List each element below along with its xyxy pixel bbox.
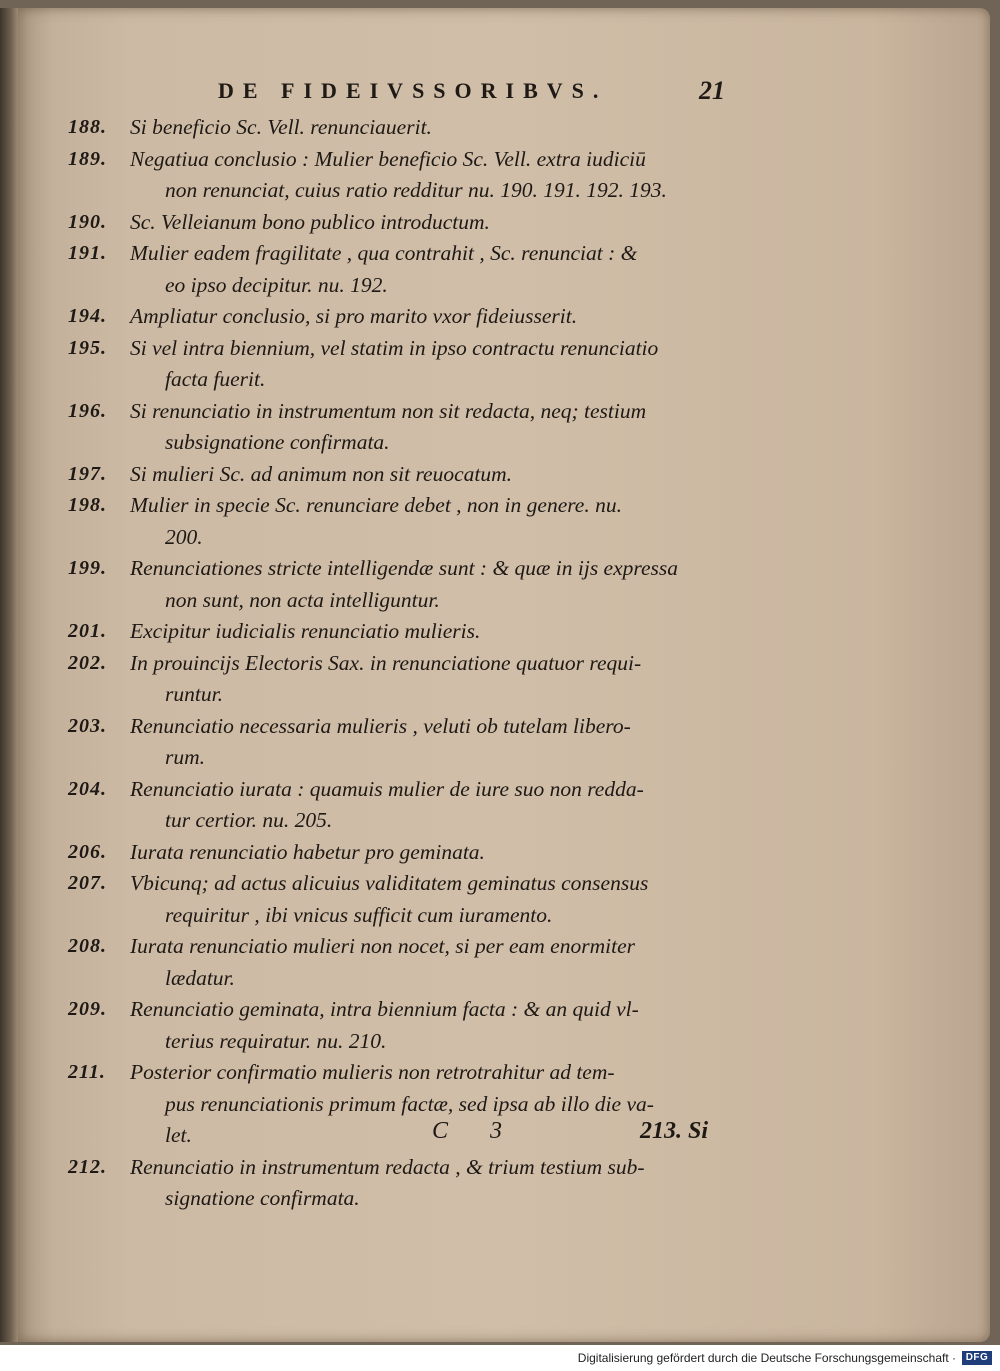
index-entry [0, 301, 1000, 333]
entry-text [130, 238, 720, 301]
entry-number: 198. [68, 494, 107, 516]
entry-text [130, 1152, 720, 1215]
index-entry [0, 837, 1000, 869]
entry-number: 191. [68, 242, 107, 264]
entry-text [130, 490, 720, 553]
index-entry [0, 774, 1000, 837]
entry-number: 201. [68, 620, 107, 642]
entry-number: 211. [68, 1061, 106, 1083]
entry-number: 197. [68, 462, 107, 485]
entry-continuation-line: non renunciat, cuius ratio redditur nu. 190. 191. 192. 193. [165, 178, 667, 202]
index-entry [0, 333, 1000, 396]
entry-line: Posterior confirmatio mulieris non retrotrahitur ad tem- [130, 1060, 615, 1084]
running-title: DE FIDEIVSSORIBVS. [218, 78, 608, 103]
entry-text [130, 207, 720, 239]
entry-number: 189. [68, 147, 107, 170]
entry-line: Ampliatur conclusio, si pro marito vxor fideiusserit. [130, 304, 578, 328]
entry-number: 188. [68, 116, 107, 138]
index-entry [0, 616, 1000, 648]
entry-number: 208. [68, 935, 107, 957]
entry-text [130, 837, 720, 869]
index-entry [0, 994, 1000, 1057]
index-entry [0, 1152, 1000, 1215]
entry-continuation-line: tur certior. nu. 205. [165, 808, 333, 832]
index-entry [0, 490, 1000, 553]
entry-line: Renunciatio necessaria mulieris , veluti ob tutelam libero- [130, 713, 631, 738]
entry-continuation-line: non sunt, non acta intelliguntur. [165, 587, 440, 612]
entry-number: 204. [68, 777, 107, 800]
entry-number: 196. [68, 399, 107, 422]
entry-line: Negatiua conclusio : Mulier beneficio Sc. Vell. extra iudiciū [130, 146, 646, 171]
entry-line: Iurata renunciatio habetur pro geminata. [130, 839, 485, 864]
index-entry [0, 868, 1000, 931]
entry-text [130, 774, 720, 837]
entry-text [130, 112, 720, 144]
entry-line: Iurata renunciatio mulieri non nocet, si per eam enormiter [130, 934, 635, 958]
entry-continuation-line: subsignatione confirmata. [165, 430, 390, 454]
index-entry [0, 711, 1000, 774]
index-entry [0, 396, 1000, 459]
entry-text [130, 301, 720, 333]
index-entry [0, 238, 1000, 301]
entry-number: 212. [68, 1155, 107, 1178]
entry-text [130, 396, 720, 459]
entry-line: Renunciatio in instrumentum redacta , & trium testium sub- [130, 1154, 645, 1179]
entry-continuation-line: rum. [165, 745, 206, 769]
entry-line: Si beneficio Sc. Vell. renunciauerit. [130, 115, 432, 139]
entry-number: 206. [68, 840, 107, 863]
entry-number: 207. [68, 872, 107, 894]
entry-text [130, 553, 720, 616]
entry-continuation-line: facta fuerit. [165, 367, 266, 391]
attribution-bar [0, 1345, 1000, 1371]
entry-number: 190. [68, 210, 107, 233]
entry-text [130, 144, 720, 207]
entry-line: Vbicunq; ad actus alicuius validitatem geminatus consensus [130, 871, 649, 895]
entry-text [130, 711, 720, 774]
entry-number: 194. [68, 305, 107, 327]
entry-text [130, 459, 720, 491]
entry-line: Si vel intra biennium, vel statim in ipso contractu renunciatio [130, 335, 659, 360]
entry-text [130, 648, 720, 711]
entry-line: Excipitur iudicialis renunciatio mulieris. [130, 619, 481, 643]
entry-number: 199. [68, 557, 107, 579]
dfg-logo: DFG [962, 1351, 992, 1365]
index-entry [0, 144, 1000, 207]
entry-line: Si mulieri Sc. ad animum non sit reuocatum. [130, 461, 512, 486]
catchword: 213. Si [640, 1118, 709, 1144]
entry-line: Renunciatio iurata : quamuis mulier de iure suo non redda- [130, 776, 644, 801]
page-number: 21 [699, 76, 725, 105]
entry-text [130, 868, 720, 931]
entry-continuation-line: let. [165, 1123, 192, 1147]
page-footer [0, 1118, 1000, 1152]
entry-continuation-line: runtur. [165, 682, 223, 706]
entry-continuation-line: terius requiratur. nu. 210. [165, 1028, 387, 1053]
entry-line: Renunciationes stricte intelligendæ sunt : & quæ in ijs expressa [130, 556, 678, 580]
entry-line: In prouincijs Electoris Sax. in renunciatione quatuor requi- [130, 650, 642, 675]
entry-line: Sc. Velleianum bono publico introductum. [130, 209, 490, 234]
entry-line: Renunciatio geminata, intra biennium facta : & an quid vl- [130, 997, 639, 1021]
entry-text [130, 931, 720, 994]
entry-continuation-line: signatione confirmata. [165, 1186, 360, 1210]
index-entries [0, 112, 1000, 1215]
entry-continuation-line: lædatur. [165, 965, 235, 990]
entry-continuation-line: pus renunciationis primum factæ, sed ipsa ab illo die va- [165, 1091, 654, 1116]
index-entry [0, 459, 1000, 491]
attribution-text: Digitalisierung gefördert durch die Deutsche Forschungsgemeinschaft · [577, 1351, 956, 1365]
index-entry [0, 112, 1000, 144]
entry-line: Mulier in specie Sc. renunciare debet , non in genere. nu. [130, 493, 622, 517]
entry-line: Mulier eadem fragilitate , qua contrahit , Sc. renunciat : & [130, 241, 638, 265]
entry-text [130, 333, 720, 396]
index-entry [0, 648, 1000, 711]
entry-continuation-line: 200. [165, 524, 203, 549]
signature-mark: C 3 [432, 1118, 521, 1144]
entry-number: 195. [68, 336, 107, 359]
index-entry [0, 553, 1000, 616]
entry-number: 202. [68, 651, 107, 674]
entry-text [130, 616, 720, 648]
entry-text [130, 994, 720, 1057]
page-header [0, 76, 1000, 110]
entry-number: 209. [68, 998, 107, 1020]
index-entry [0, 207, 1000, 239]
entry-line: Si renunciatio in instrumentum non sit redacta, neq; testium [130, 398, 647, 423]
index-entry [0, 931, 1000, 994]
entry-continuation-line: eo ipso decipitur. nu. 192. [165, 272, 388, 297]
entry-number: 203. [68, 714, 107, 737]
entry-continuation-line: requiritur , ibi vnicus sufficit cum iuramento. [165, 902, 553, 927]
